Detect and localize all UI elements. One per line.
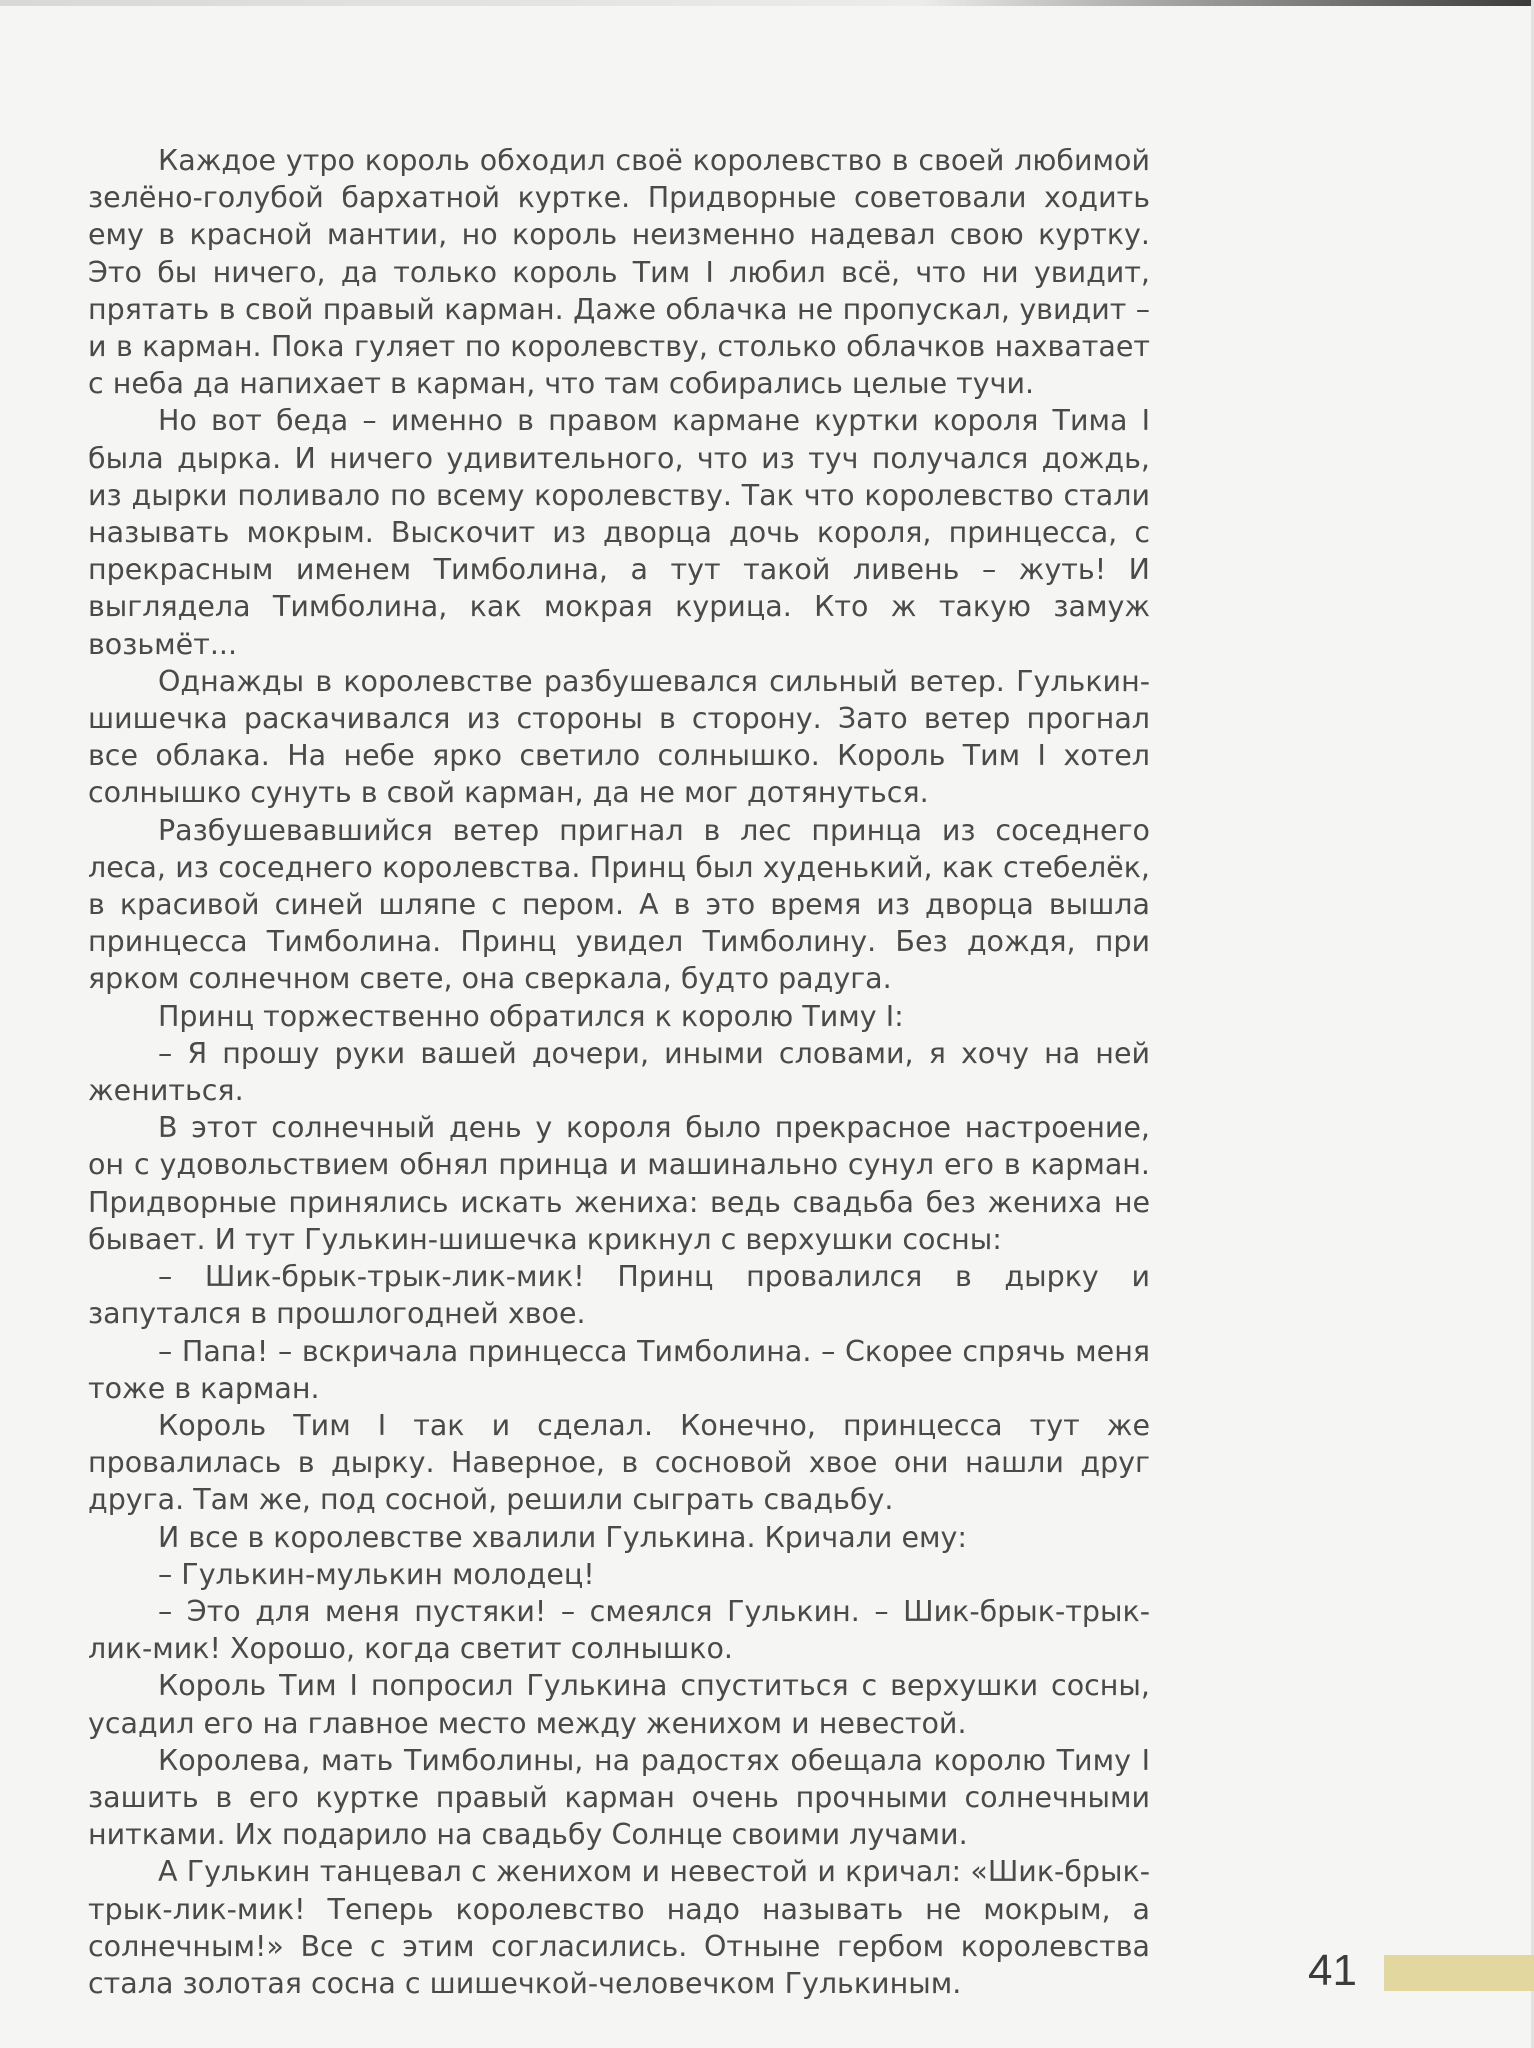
paragraph: Однажды в королевстве разбушевался сильный ветер. Гулькин-шишечка раскачивался из стороны в сторону. Зато ветер прогнал все облака. На небе ярко светило солнышко. Король Тим I хотел солнышко сунуть в свой карман, да не мог дотянуться. [88, 664, 1150, 810]
paragraph: Королева, мать Тимболины, на радостях обещала королю Тиму I зашить в его куртке правый карман очень прочными солнечными нитками. Их подарило на свадьбу Солнце своими лучами. [88, 1743, 1150, 1852]
paragraph: – Папа! – вскричала принцесса Тимболина. – Скорее спрячь меня тоже в карман. [88, 1334, 1150, 1405]
page-number-bar [1384, 1955, 1534, 1991]
paragraph: Разбушевавшийся ветер пригнал в лес принца из соседнего леса, из соседнего королевства. Принц был худенький, как стебелёк, в красивой синей шляпе с пером. А в это время из дворца вышла принцесса Тимболина. Принц увидел Тимболину. Без дождя, при ярком солнечном свете, она сверкала, будто радуга. [88, 813, 1150, 996]
paragraph: – Я прошу руки вашей дочери, иными словами, я хочу на ней жениться. [88, 1036, 1150, 1108]
page-number: 41 [1308, 1946, 1357, 1995]
paragraph: – Это для меня пустяки! – смеялся Гулькин. – Шик-брык-трык-лик-мик! Хорошо, когда светит солнышко. [88, 1594, 1150, 1666]
paragraph: Принц торжественно обратился к королю Тиму I: [158, 999, 904, 1033]
page-top-edge [0, 0, 1534, 6]
story-text [88, 142, 1150, 2002]
paragraph: А Гулькин танцевал с женихом и невестой и кричал: «Шик-брык-трык-лик-мик! Теперь королевство надо называть не мокрым, а солнечным!» Все с этим согласились. Отныне гербом королевства стала золотая сосна с шишечкой-человечком Гулькиным. [88, 1855, 1150, 2000]
paragraph: Король Тим I попросил Гулькина спуститься с верхушки сосны, усадил его на главное место между женихом и невестой. [88, 1669, 1150, 1740]
paragraph: Но вот беда – именно в правом кармане куртки короля Тима I была дырка. И ничего удивительного, что из туч получался дождь, из дырки поливало по всему королевству. Так что королевство стали называть мокрым. Выскочит из дворца дочь короля, принцесса, с прекрасным именем Тимболина, а тут такой ливень – жуть! И выглядела Тимболина, как мокрая курица. Кто ж такую замуж возьмёт... [88, 404, 1150, 661]
paragraph: – Гулькин-мулькин молодец! [158, 1557, 595, 1591]
paragraph: Король Тим I так и сделал. Конечно, принцесса тут же провалилась в дырку. Наверное, в сосновой хвое они нашли друг друга. Там же, под сосной, решили сыграть свадьбу. [88, 1408, 1150, 1517]
paragraph: И все в королевстве хвалили Гулькина. Кричали ему: [158, 1520, 968, 1554]
paragraph: Каждое утро король обходил своё королевство в своей любимой зелёно-голубой бархатной куртке. Придворные советовали ходить ему в красной мантии, но король неизменно надевал свою куртку. Это бы ничего, да только король Тим I любил всё, что ни увидит, прятать в свой правый карман. Даже облачка не пропускал, увидит – и в карман. Пока гуляет по королевству, столько облачков нахватает с неба да напихает в карман, что там собирались целые тучи. [88, 144, 1150, 401]
paragraph: – Шик-брык-трык-лик-мик! Принц провалился в дырку и запутался в прошлогодней хвое. [88, 1260, 1150, 1331]
paragraph: В этот солнечный день у короля было прекрасное настроение, он с удовольствием обнял принца и машинально сунул его в карман. Придворные принялись искать жениха: ведь свадьба без жениха не бывает. И тут Гулькин-шишечка крикнул с верхушки сосны: [88, 1111, 1150, 1256]
